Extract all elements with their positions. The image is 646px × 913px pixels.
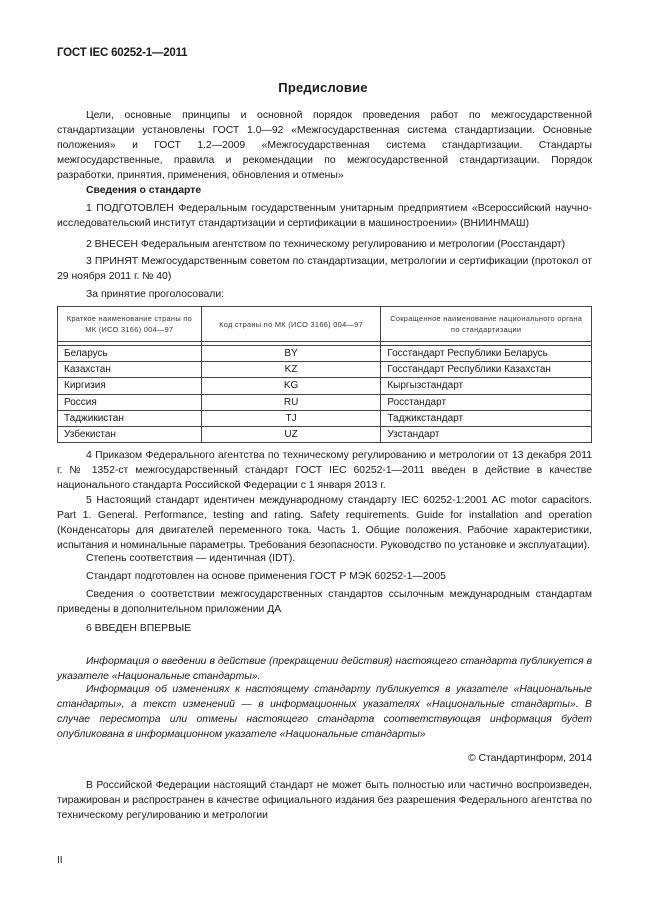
cell-body: Таджикстандарт	[381, 410, 592, 426]
header-body: Сокращенное наименование национального органа по стандартизации	[381, 307, 592, 342]
table-row	[58, 426, 592, 442]
legal-notice: В Российской Федерации настоящий стандарт не может быть полностью или частично воспроизведен, тиражирован и распространен в качестве официального издания без разрешения Федерального агентства по техническому регулированию и метрологии	[57, 780, 592, 821]
cell-country: Казахстан	[58, 362, 202, 378]
header-country: Краткое наименование страны по МК (ИСО 3166) 004—97	[58, 307, 202, 342]
page-number: II	[57, 855, 63, 866]
paragraph-6: 6 ВВЕДЕН ВПЕРВЫЕ	[86, 623, 192, 634]
cell-code: KG	[201, 378, 381, 394]
cell-country: Беларусь	[58, 346, 202, 362]
references-paragraph: Сведения о соответствии межгосударственных стандартов ссылочным международным стандартам приведены в дополнительном приложении ДА	[57, 589, 592, 615]
page-title: Предисловие	[278, 80, 368, 95]
cell-body: Кыргызстандарт	[381, 378, 592, 394]
cell-body: Госстандарт Республики Беларусь	[381, 346, 592, 362]
standard-code: ГОСТ IEC 60252-1—2011	[57, 47, 188, 59]
cell-country: Таджикистан	[58, 410, 202, 426]
table-row	[58, 378, 592, 394]
table-header-row	[58, 307, 592, 342]
cell-country: Узбекистан	[58, 426, 202, 442]
cell-code: KZ	[201, 362, 381, 378]
notice-changes: Информация об изменениях к настоящему стандарту публикуется в указателе «Национальные стандарты», а текст изменений — в информационных указателях «Национальные стандарты». В случае пересмотра или отмены настоящего стандарта соответствующая информация будет опубликована в информационном указателе «Национальные стандарты»	[57, 684, 592, 740]
degree-of-conformity: Степень соответствия — идентичная (IDT).	[86, 553, 296, 564]
cell-country: Россия	[58, 394, 202, 410]
paragraph-5: 5 Настоящий стандарт идентичен международному стандарту IEC 60252-1:2001 AC motor capacitors. Part 1. General. Performance, testing and rating. Safety requirements. Guide for installation and operation (Конденсаторы для двигателей переменного тока. Часть 1. Общие положения. Рабочие характеристики, испытания и номинальные параметры. Требования безопасности. Руководство по установке и эксплуатации).	[57, 495, 592, 551]
copyright: © Стандартинформ, 2014	[467, 753, 592, 764]
cell-body: Росстандарт	[381, 394, 592, 410]
paragraph-4: 4 Приказом Федерального агентства по техническому регулированию и метрологии от 13 декабря 2011 г. № 1352-ст межгосударственный стандарт ГОСТ IEC 60252-1—2011 введен в действие в качестве национального стандарта Российской Федерации с 1 января 2013 г.	[57, 450, 592, 491]
table-row	[58, 394, 592, 410]
table-row	[58, 410, 592, 426]
table-row	[58, 346, 592, 362]
header-code: Код страны по МК (ИСО 3166) 004—97	[201, 307, 381, 342]
voting-table	[57, 306, 592, 443]
intro-paragraph: Цели, основные принципы и основной порядок проведения работ по межгосударственной стандартизации установлены ГОСТ 1.0—92 «Межгосударственная система стандартизации. Основные положения» и ГОСТ 1.2—2009 «Межгосударственная система стандартизации. Стандарты межгосударственные, правила и рекомендации по межгосударственной стандартизации. Порядок разработки, принятия, применения, обновления и отмены»	[57, 110, 592, 181]
cell-country: Киргизия	[58, 378, 202, 394]
cell-body: Госстандарт Республики Казахстан	[381, 362, 592, 378]
notice-introduction: Информация о введении в действие (прекращении действия) настоящего стандарта публикуется в указателе «Национальные стандарты».	[57, 656, 592, 682]
paragraph-2: 2 ВНЕСЕН Федеральным агентством по техническому регулированию и метрологии (Росстандарт)	[86, 239, 566, 250]
cell-code: RU	[201, 394, 381, 410]
paragraph-3: 3 ПРИНЯТ Межгосударственным советом по стандартизации, метрологии и сертификации (протокол от 29 ноября 2011 г. № 40)	[57, 256, 592, 282]
cell-code: TJ	[201, 410, 381, 426]
cell-code: UZ	[201, 426, 381, 442]
cell-code: BY	[201, 346, 381, 362]
voted-label: За принятие проголосовали:	[86, 289, 225, 300]
based-on-paragraph: Стандарт подготовлен на основе применения ГОСТ Р МЭК 60252-1—2005	[86, 571, 446, 582]
table-row	[58, 362, 592, 378]
cell-body: Узстандарт	[381, 426, 592, 442]
paragraph-1: 1 ПОДГОТОВЛЕН Федеральным государственным унитарным предприятием «Всероссийский научно-исследовательский институт стандартизации и сертификации в машиностроении» (ВНИИНМАШ)	[57, 203, 592, 229]
section-heading: Сведения о стандарте	[86, 185, 202, 196]
